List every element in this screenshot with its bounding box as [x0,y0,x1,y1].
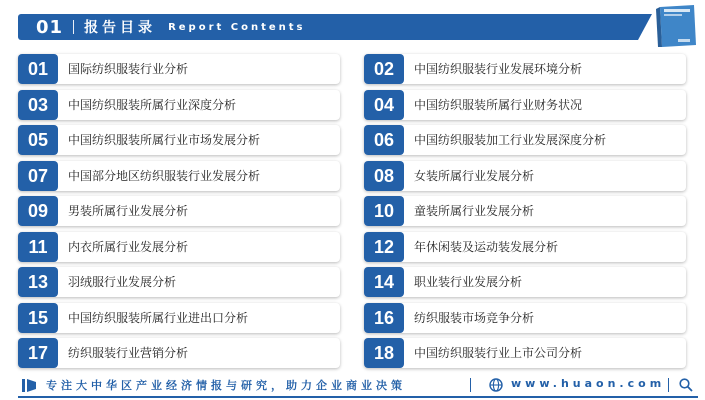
item-number-badge: 15 [18,303,58,333]
item-label: 纺织服装行业营销分析 [68,346,189,360]
item-label: 童装所属行业发展分析 [414,204,535,218]
contents-item[interactable] [18,196,340,226]
item-label: 中国纺织服装加工行业发展深度分析 [414,133,607,147]
item-number-badge: 07 [18,161,58,191]
item-number-badge: 06 [364,125,404,155]
report-book-icon [654,3,698,49]
footer-divider [470,378,471,392]
footer-rule [18,396,698,398]
item-label: 中国纺织服装行业上市公司分析 [414,346,583,360]
item-number-badge: 02 [364,54,404,84]
item-number-badge: 10 [364,196,404,226]
header-divider [73,20,74,34]
item-number-badge: 11 [18,232,58,262]
section-title: 报告目录 [84,20,157,36]
footer-divider-2 [668,378,669,392]
contents-item[interactable] [18,54,340,84]
footer-website[interactable]: www.huaon.com [511,377,666,390]
contents-item[interactable] [364,338,686,368]
contents-item[interactable] [18,267,340,297]
item-number-badge: 08 [364,161,404,191]
item-number-badge: 16 [364,303,404,333]
contents-item[interactable] [364,303,686,333]
item-label: 中国纺织服装所属行业深度分析 [68,97,237,112]
contents-item[interactable] [18,303,340,333]
contents-item[interactable] [364,90,686,120]
item-label: 国际纺织服装行业分析 [68,62,189,76]
item-number-badge: 09 [18,196,58,226]
contents-item[interactable] [364,161,686,191]
contents-item[interactable] [364,196,686,226]
item-label: 中国纺织服装所属行业财务状况 [414,97,583,112]
contents-item[interactable] [18,232,340,262]
item-label: 中国纺织服装行业发展环境分析 [414,62,583,76]
item-label: 中国纺织服装所属行业进出口分析 [68,310,249,325]
item-label: 职业装行业发展分析 [414,275,523,289]
item-label: 男装所属行业发展分析 [68,204,189,218]
item-label: 女装所属行业发展分析 [414,168,535,183]
item-number-badge: 05 [18,125,58,155]
contents-item[interactable] [364,267,686,297]
header-tail [638,14,652,40]
section-header [18,14,638,40]
contents-item[interactable] [364,125,686,155]
item-number-badge: 04 [364,90,404,120]
item-label: 年休闲装及运动装发展分析 [414,239,559,254]
item-label: 纺织服装市场竞争分析 [414,310,535,325]
item-number-badge: 13 [18,267,58,297]
footer [0,376,705,394]
item-label: 内衣所属行业发展分析 [68,239,189,254]
flag-icon [22,379,36,392]
item-number-badge: 03 [18,90,58,120]
contents-item[interactable] [18,338,340,368]
item-label: 羽绒服行业发展分析 [68,275,177,289]
item-number-badge: 01 [18,54,58,84]
section-subtitle: Report Contents [168,21,306,33]
contents-item[interactable] [18,125,340,155]
item-label: 中国纺织服装所属行业市场发展分析 [68,133,261,147]
section-number: 01 [36,16,64,38]
contents-item[interactable] [364,232,686,262]
item-number-badge: 14 [364,267,404,297]
item-label: 中国部分地区纺织服装行业发展分析 [68,168,261,183]
search-icon[interactable] [679,378,693,392]
contents-item[interactable] [364,54,686,84]
item-number-badge: 18 [364,338,404,368]
footer-slogan: 专注大中华区产业经济情报与研究，助力企业商业决策 [46,379,406,392]
globe-icon [489,378,503,392]
item-number-badge: 12 [364,232,404,262]
contents-item[interactable] [18,90,340,120]
contents-item[interactable] [18,161,340,191]
item-number-badge: 17 [18,338,58,368]
